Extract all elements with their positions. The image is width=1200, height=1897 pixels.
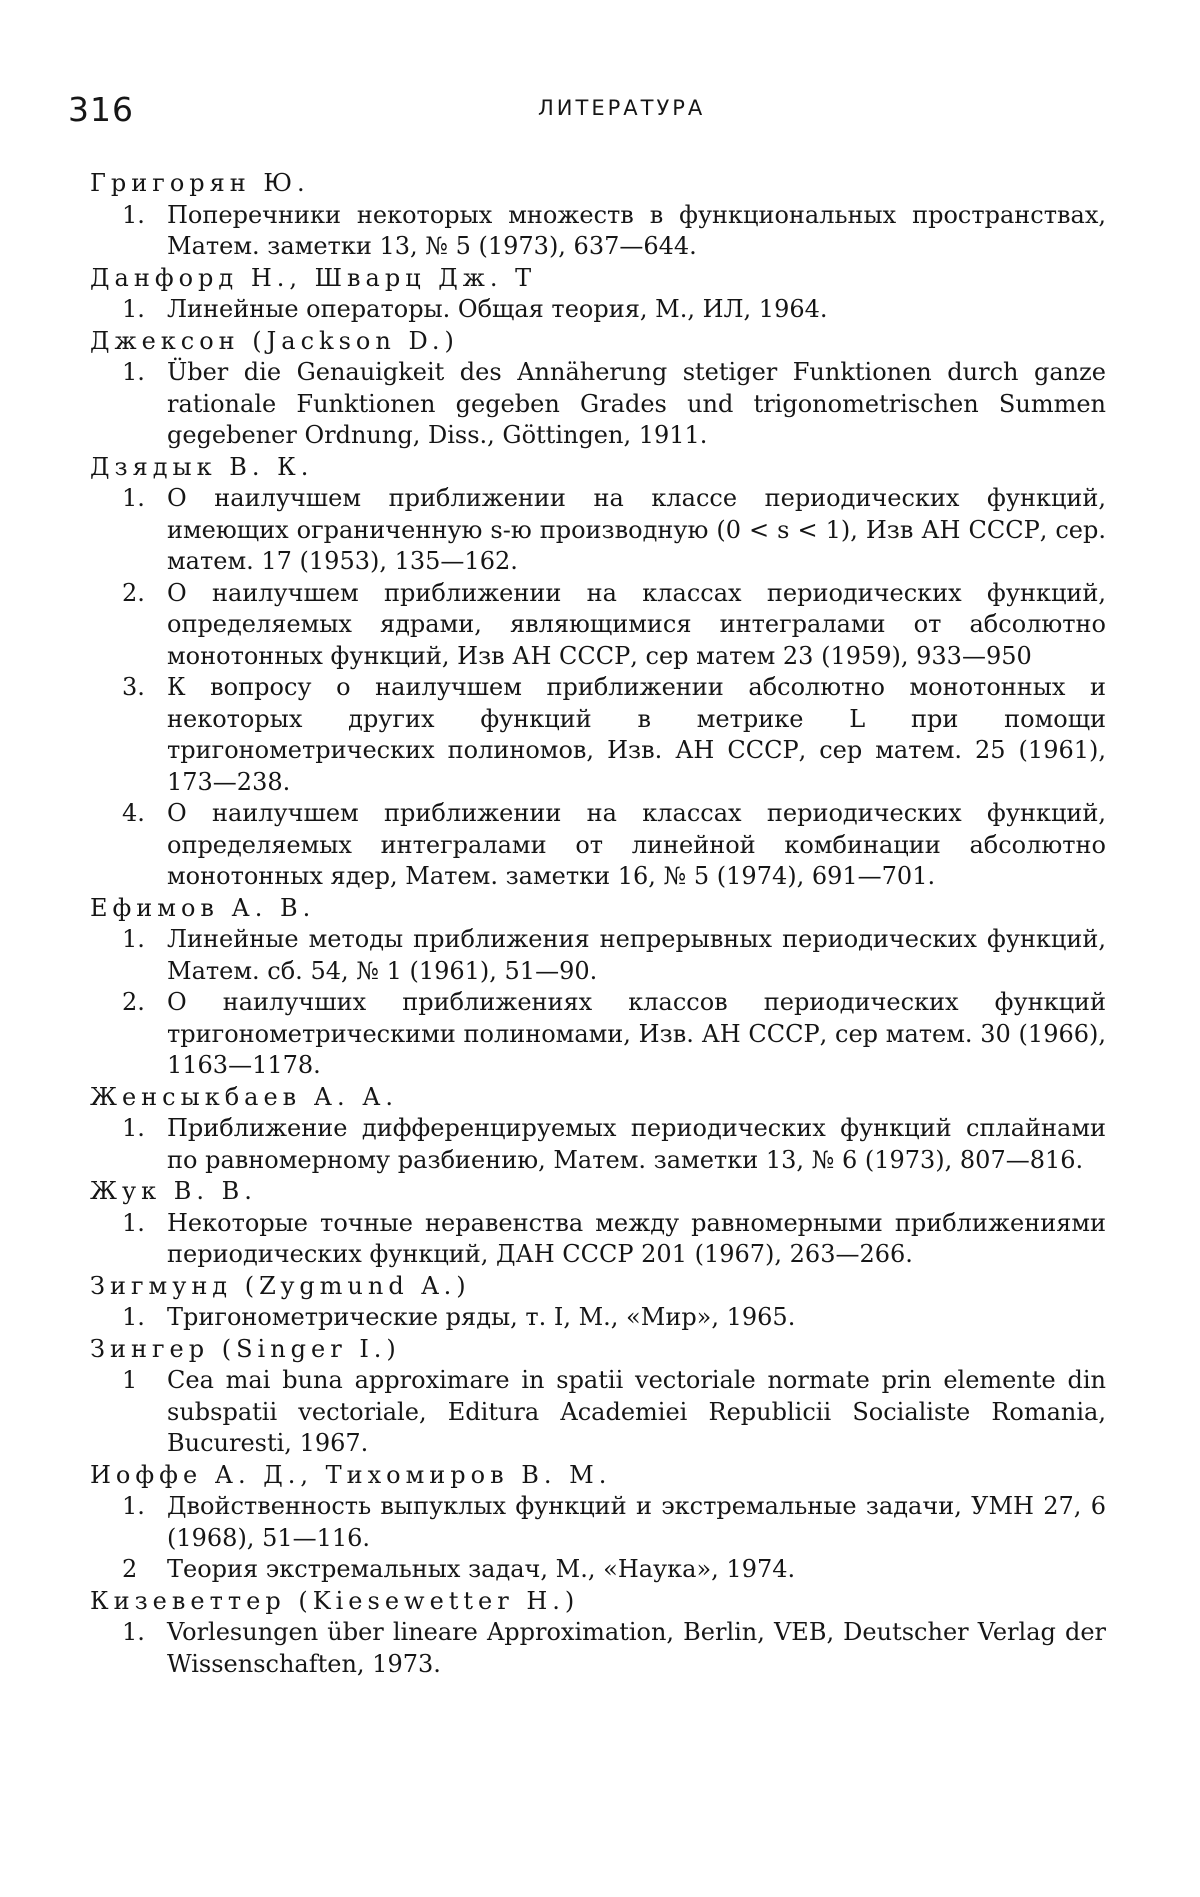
- reference-number: 3.: [122, 673, 145, 701]
- reference-entry: [90, 924, 1106, 987]
- reference-number: 1.: [122, 925, 145, 953]
- reference-text: К вопросу о наилучшем приближении абсолютно монотонных и некоторых других функций в метрике L при помощи тригонометрических полиномов, Изв. АН СССР, сер матем. 25 (1961), 173—238.: [167, 673, 1107, 796]
- author-heading: Зингер (Singer I.): [90, 1334, 401, 1363]
- reference-text: О наилучшем приближении на классе периодических функций, имеющих ограниченную s-ю производную (0 < s < 1), Изв АН СССР, сер. матем. 17 (1953), 135—162.: [167, 484, 1106, 575]
- reference-entry: [90, 357, 1106, 452]
- reference-entry: [90, 1113, 1106, 1176]
- reference-text: О наилучшем приближении на классах периодических функций, определяемых ядрами, являющимися интегралами от абсолютно монотонных функций, Изв АН СССР, сер матем 23 (1959), 933—950: [167, 578, 1106, 670]
- reference-entry: [90, 1302, 1106, 1334]
- reference-number: 1.: [122, 1303, 145, 1331]
- reference-entry: [90, 578, 1106, 673]
- reference-text: Über die Genauigkeit des Annäherung stetiger Funktionen durch ganze rationale Funktionen gegeben Grades und trigonometrischen Summen gegebener Ordnung, Diss., Göttingen, 1911.: [167, 358, 1106, 449]
- author-heading: Зигмунд (Zygmund A.): [90, 1271, 471, 1300]
- reference-entry: [90, 987, 1106, 1082]
- reference-text: Cea mai buna approximare in spatii vectoriale normate prin elemente din subspatii vectoriale, Editura Academiei Republicii Socialiste Romania, Bucuresti, 1967.: [167, 1366, 1106, 1457]
- reference-number: 1: [122, 1366, 138, 1394]
- author-heading: Кизеветтер (Kiesewetter H.): [90, 1586, 580, 1615]
- reference-entry: [90, 1617, 1106, 1680]
- author-heading: Григорян Ю.: [90, 169, 310, 197]
- reference-text: Тригонометрические ряды, т. I, М., «Мир», 1965.: [167, 1303, 796, 1331]
- reference-text: Двойственность выпуклых функций и экстремальные задачи, УМН 27, 6 (1968), 51—116.: [167, 1492, 1106, 1552]
- author-heading: Данфорд Н., Шварц Дж. Т: [90, 263, 537, 292]
- reference-number: 1.: [122, 200, 145, 229]
- reference-number: 2.: [122, 578, 145, 607]
- reference-number: 4.: [122, 799, 145, 827]
- author-heading: Женсыкбаев А. А.: [90, 1082, 399, 1111]
- reference-entry: [90, 1365, 1106, 1460]
- author-heading: Джексон (Jackson D.): [90, 326, 459, 355]
- reference-number: 1.: [122, 358, 145, 386]
- reference-number: 1.: [122, 484, 145, 512]
- reference-text: Линейные операторы. Общая теория, М., ИЛ, 1964.: [167, 295, 828, 323]
- reference-text: О наилучших приближениях классов периодических функций тригонометрическими полиномами, Изв. АН СССР, сер матем. 30 (1966), 1163—1178.: [167, 988, 1106, 1079]
- reference-entry: [90, 200, 1106, 263]
- reference-text: Приближение дифференцируемых периодических функций сплайнами по равномерному разбиению, Матем. заметки 13, № 6 (1973), 807—816.: [167, 1114, 1106, 1174]
- page-header: [68, 90, 1128, 130]
- reference-text: Vorlesungen über lineare Approximation, Berlin, VEB, Deutscher Verlag der Wissenschaften, 1973.: [167, 1618, 1106, 1678]
- reference-text: Теория экстремальных задач, М., «Наука», 1974.: [167, 1555, 796, 1583]
- reference-entry: [90, 483, 1106, 578]
- author-heading: Иоффе А. Д., Тихомиров В. М.: [90, 1460, 612, 1489]
- reference-number: 1.: [122, 1492, 145, 1520]
- author-heading: Ефимов А. В.: [90, 893, 316, 922]
- reference-number: 1.: [122, 1618, 145, 1646]
- reference-number: 1.: [122, 1114, 145, 1142]
- reference-number: 1.: [122, 1208, 145, 1237]
- reference-number: 1.: [122, 295, 145, 323]
- page-number: 316: [68, 90, 134, 129]
- reference-number: 2: [122, 1555, 138, 1583]
- reference-text: Некоторые точные неравенства между равномерными приближениями периодических функций, ДАН СССР 201 (1967), 263—266.: [167, 1208, 1106, 1268]
- reference-text: Линейные методы приближения непрерывных периодических функций, Матем. сб. 54, № 1 (1961), 51—90.: [167, 925, 1106, 985]
- reference-entry: [90, 1554, 1106, 1586]
- reference-text: Поперечники некоторых множеств в функциональных пространствах, Матем. заметки 13, № 5 (1973), 637—644.: [167, 200, 1106, 260]
- reference-text: О наилучшем приближении на классах периодических функций, определяемых интегралами от линейной комбинации абсолютно монотонных ядер, Матем. заметки 16, № 5 (1974), 691—701.: [167, 799, 1106, 890]
- reference-entry: [90, 672, 1106, 798]
- reference-entry: [90, 1208, 1106, 1271]
- reference-entry: [90, 798, 1106, 893]
- reference-entry: [90, 1491, 1106, 1554]
- running-title: ЛИТЕРАТУРА: [538, 96, 706, 120]
- author-heading: Жук В. В.: [90, 1177, 257, 1205]
- reference-number: 2.: [122, 988, 145, 1016]
- author-heading: Дзядык В. К.: [90, 452, 314, 481]
- reference-entry: [90, 294, 1106, 326]
- bibliography-list: [90, 168, 1106, 1680]
